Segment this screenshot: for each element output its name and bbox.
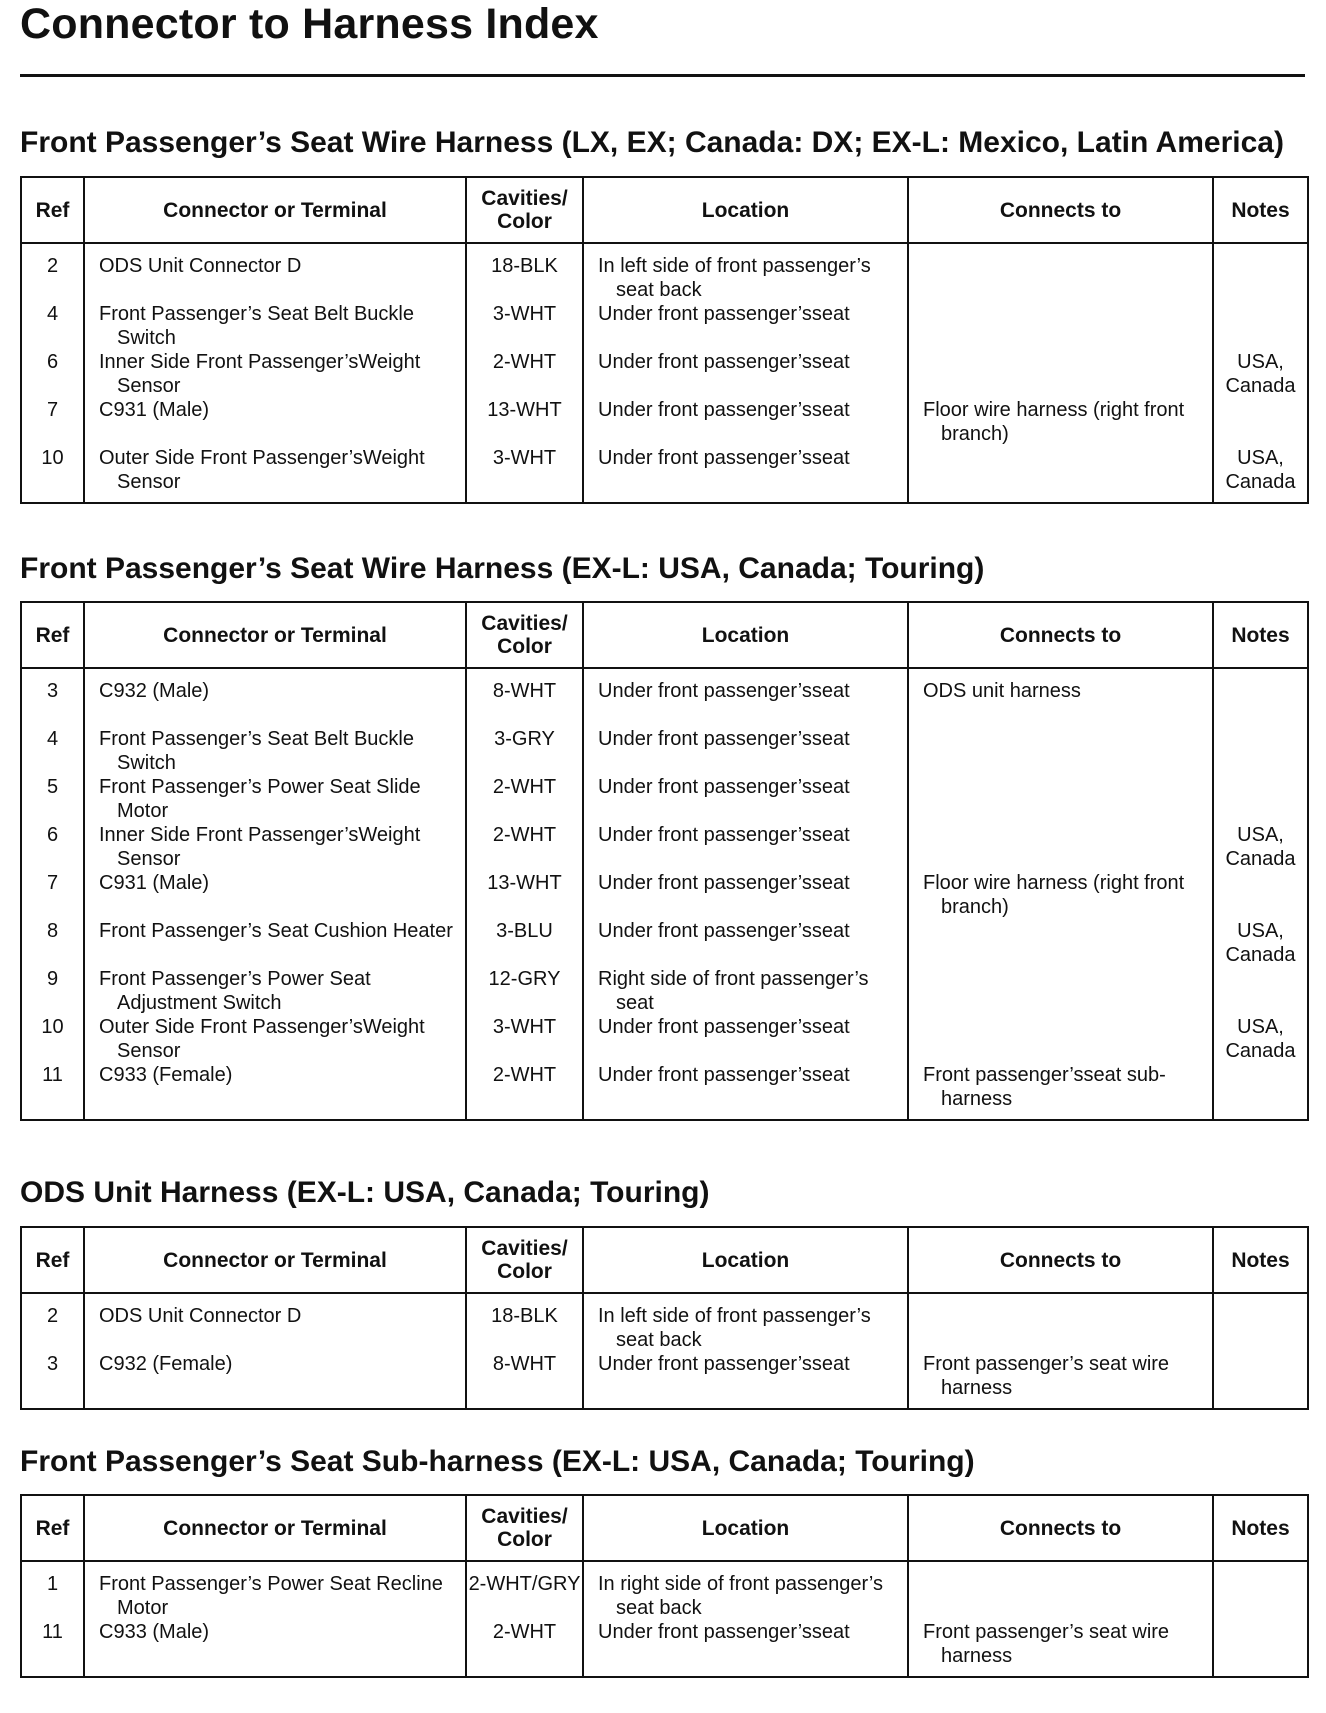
ref-cell [21,919,84,967]
harness-table [20,1226,1309,1410]
terminal-cell-text: Inner Side Front Passenger’sWeight Sensor [99,351,421,397]
terminal-cell [84,775,466,823]
terminal-cell [84,1293,466,1352]
location-cell [583,871,908,919]
table-row [21,1620,1308,1677]
cavities-cell-text: 3-GRY [494,728,555,750]
table-header-row [21,602,1308,668]
connects-to-cell-text [909,254,1212,302]
cavities-header-line1: Cavities/ [481,1505,568,1528]
cavities-cell-text: 2-WHT/GRY [468,1573,581,1595]
table-row [21,446,1308,503]
notes-cell [1213,446,1308,503]
terminal-cell-text: Outer Side Front Passenger’sWeight Sensor [99,1016,425,1062]
harness-table [20,176,1309,504]
location-column-header: Location [583,1227,908,1293]
cavities-cell [466,1015,583,1063]
location-cell [583,1352,908,1409]
connects-to-cell [908,1293,1213,1352]
notes-cell-text: USA, Canada [1225,824,1296,870]
terminal-cell-text: Front Passenger’s Power Seat Slide Motor [99,776,421,822]
notes-cell-text [1214,871,1307,919]
cavities-cell [466,727,583,775]
connects-column-header: Connects to [908,602,1213,668]
terminal-cell-text: C931 (Male) [99,872,210,894]
location-cell [583,919,908,967]
location-cell [583,1293,908,1352]
terminal-cell-text: C931 (Male) [99,399,210,421]
location-cell [583,1620,908,1677]
ref-column-header: Ref [21,1495,84,1561]
location-cell-text: Under front passenger’sseat [598,920,850,942]
ref-cell-text: 10 [41,447,64,469]
connects-to-cell [908,1015,1213,1063]
ref-cell-text: 2 [46,1305,59,1327]
cavities-cell [466,350,583,398]
connects-to-cell-text [909,727,1212,775]
terminal-cell-text: ODS Unit Connector D [99,255,302,277]
connects-to-cell [908,1620,1213,1677]
notes-cell-text [1214,1572,1307,1620]
connects-to-cell [908,446,1213,503]
terminal-cell [84,446,466,503]
terminal-cell [84,727,466,775]
terminal-cell [84,871,466,919]
ref-cell-text: 2 [46,255,59,277]
connects-to-cell-text [909,967,1212,1015]
notes-column-header: Notes [1213,177,1308,243]
location-cell-text: Under front passenger’sseat [598,776,850,798]
cavities-column-header [466,177,583,243]
connects-to-cell [908,1063,1213,1120]
cavities-cell-text: 3-WHT [492,447,557,469]
connects-to-cell [908,350,1213,398]
connects-to-cell-text: Front passenger’sseat sub-harness [923,1064,1166,1110]
notes-cell-text [1214,679,1307,727]
location-cell-text: Under front passenger’sseat [598,303,850,325]
location-cell-text: Under front passenger’sseat [598,1353,850,1375]
table-row [21,398,1308,446]
title-divider [20,74,1305,77]
terminal-cell-text: Front Passenger’s Seat Belt Buckle Switch [99,303,414,349]
location-cell [583,350,908,398]
notes-cell [1213,1063,1308,1120]
table-row [21,350,1308,398]
location-cell [583,727,908,775]
cavities-cell [466,1561,583,1620]
table-row [21,919,1308,967]
ref-cell [21,1352,84,1409]
terminal-cell-text: C933 (Male) [99,1621,210,1643]
ref-cell [21,398,84,446]
connects-to-cell-text [909,1304,1212,1352]
section-title: Front Passenger’s Seat Wire Harness (LX, EX; Canada: DX; EX-L: Mexico, Latin America) [20,126,1284,159]
terminal-cell [84,398,466,446]
connects-to-cell-text [909,1015,1212,1063]
location-cell-text: In left side of front passenger’s seat back [598,1305,871,1351]
table-row [21,1561,1308,1620]
cavities-header-line1: Cavities/ [481,187,568,210]
connects-column-header: Connects to [908,177,1213,243]
ref-cell-text: 6 [46,824,59,846]
table-row [21,1293,1308,1352]
connects-to-cell [908,775,1213,823]
ref-cell-text: 6 [46,351,59,373]
ref-cell-text: 11 [42,1621,63,1643]
notes-cell-text [1214,1620,1307,1668]
notes-cell [1213,871,1308,919]
connects-to-cell [908,1561,1213,1620]
cavities-cell-text: 8-WHT [492,680,557,702]
cavities-cell [466,1352,583,1409]
connects-to-cell [908,967,1213,1015]
terminal-cell [84,1352,466,1409]
cavities-cell [466,668,583,727]
location-cell-text: Right side of front passenger’s seat [598,968,869,1014]
connects-to-cell [908,919,1213,967]
connects-to-cell [908,871,1213,919]
ref-cell-text: 3 [46,680,59,702]
connects-column-header: Connects to [908,1227,1213,1293]
cavities-cell [466,919,583,967]
connects-to-cell [908,727,1213,775]
terminal-cell-text: Front Passenger’s Power Seat Adjustment Switch [99,968,371,1014]
ref-cell-text: 4 [46,303,59,325]
notes-cell-text [1214,727,1307,775]
location-cell [583,446,908,503]
cavities-cell-text: 13-WHT [487,872,562,894]
location-cell [583,302,908,350]
notes-cell [1213,398,1308,446]
location-column-header: Location [583,177,908,243]
terminal-cell-text: Front Passenger’s Seat Belt Buckle Switch [99,728,414,774]
cavities-cell [466,1293,583,1352]
section-title: ODS Unit Harness (EX-L: USA, Canada; Touring) [20,1176,710,1209]
ref-cell-text: 3 [46,1353,59,1375]
ref-cell [21,302,84,350]
table-row [21,1352,1308,1409]
location-cell [583,775,908,823]
notes-cell [1213,823,1308,871]
location-cell-text: Under front passenger’sseat [598,399,850,421]
notes-cell [1213,775,1308,823]
cavities-cell-text: 3-BLU [496,920,553,942]
cavities-cell-text: 8-WHT [492,1353,557,1375]
cavities-cell-text: 2-WHT [492,776,557,798]
connects-to-cell-text [909,823,1212,871]
location-cell [583,823,908,871]
ref-cell-text: 7 [46,399,59,421]
connects-to-cell-text: Floor wire harness (right front branch) [923,872,1185,918]
table-row [21,823,1308,871]
ref-cell-text: 4 [46,728,59,750]
cavities-cell-text: 2-WHT [492,351,557,373]
ref-cell-text: 8 [46,920,59,942]
connects-to-cell [908,1352,1213,1409]
table-row [21,775,1308,823]
location-cell-text: Under front passenger’sseat [598,1064,850,1086]
terminal-cell [84,967,466,1015]
cavities-cell [466,243,583,302]
terminal-cell [84,823,466,871]
cavities-cell-text: 2-WHT [492,824,557,846]
cavities-cell [466,871,583,919]
connects-to-cell [908,668,1213,727]
terminal-cell [84,668,466,727]
table-row [21,727,1308,775]
notes-cell [1213,668,1308,727]
location-cell-text: Under front passenger’sseat [598,728,850,750]
cavities-cell-text: 12-GRY [488,968,561,990]
terminal-column-header: Connector or Terminal [84,177,466,243]
notes-cell [1213,967,1308,1015]
terminal-cell-text: Inner Side Front Passenger’sWeight Sensor [99,824,421,870]
cavities-column-header [466,1227,583,1293]
ref-cell-text: 11 [42,1064,63,1086]
notes-cell-text [1214,775,1307,823]
ref-cell [21,823,84,871]
terminal-cell-text: C932 (Male) [99,680,210,702]
cavities-header-line1: Cavities/ [481,1237,568,1260]
notes-cell-text [1214,1304,1307,1352]
cavities-cell-text: 2-WHT [492,1064,557,1086]
terminal-cell [84,243,466,302]
location-cell-text: Under front passenger’sseat [598,1016,850,1038]
notes-cell [1213,1293,1308,1352]
location-cell [583,398,908,446]
connects-to-cell [908,302,1213,350]
cavities-cell-text: 3-WHT [492,303,557,325]
ref-column-header: Ref [21,602,84,668]
table-row [21,967,1308,1015]
notes-column-header: Notes [1213,1495,1308,1561]
ref-cell [21,775,84,823]
connects-to-cell [908,823,1213,871]
cavities-cell [466,398,583,446]
cavities-cell [466,1063,583,1120]
location-column-header: Location [583,1495,908,1561]
location-cell-text: In left side of front passenger’s seat back [598,255,871,301]
ref-cell [21,1015,84,1063]
table-row [21,871,1308,919]
location-cell [583,1561,908,1620]
location-cell [583,1015,908,1063]
notes-cell-text: USA, Canada [1225,447,1296,493]
cavities-cell-text: 13-WHT [487,399,562,421]
notes-cell [1213,1561,1308,1620]
terminal-cell [84,350,466,398]
cavities-cell-text: 18-BLK [491,255,558,277]
connects-to-cell-text [909,775,1212,823]
notes-cell-text [1214,398,1307,446]
location-cell-text: Under front passenger’sseat [598,351,850,373]
cavities-cell [466,302,583,350]
location-cell-text: Under front passenger’sseat [598,447,850,469]
ref-cell [21,871,84,919]
section-title: Front Passenger’s Seat Wire Harness (EX-L: USA, Canada; Touring) [20,552,985,585]
connects-to-cell-text: Floor wire harness (right front branch) [923,399,1185,445]
notes-cell-text [1214,967,1307,1015]
terminal-cell [84,1063,466,1120]
connects-to-cell-text [909,302,1212,350]
table-header-row [21,1495,1308,1561]
connects-to-cell-text: Front passenger’s seat wire harness [923,1353,1170,1399]
terminal-cell-text: C932 (Female) [99,1353,233,1375]
cavities-header-line2: Color [497,1260,552,1283]
cavities-cell [466,823,583,871]
terminal-cell [84,1620,466,1677]
ref-cell [21,243,84,302]
ref-cell [21,967,84,1015]
ref-cell [21,668,84,727]
terminal-cell [84,1561,466,1620]
terminal-column-header: Connector or Terminal [84,1495,466,1561]
cavities-cell [466,775,583,823]
notes-cell [1213,1352,1308,1409]
notes-cell [1213,243,1308,302]
ref-cell-text: 1 [46,1573,59,1595]
table-header-row [21,177,1308,243]
cavities-column-header [466,1495,583,1561]
table-row [21,1063,1308,1120]
ref-cell-text: 5 [46,776,59,798]
connects-column-header: Connects to [908,1495,1213,1561]
ref-cell-text: 9 [46,968,59,990]
location-cell-text: Under front passenger’sseat [598,872,850,894]
connects-to-cell-text [909,446,1212,494]
terminal-cell [84,1015,466,1063]
terminal-cell-text: Front Passenger’s Power Seat Recline Motor [99,1573,443,1619]
connects-to-cell-text: Front passenger’s seat wire harness [923,1621,1170,1667]
location-cell-text: Under front passenger’sseat [598,1621,850,1643]
notes-cell [1213,727,1308,775]
ref-cell-text: 7 [46,872,59,894]
cavities-header-line2: Color [497,1528,552,1551]
connects-to-cell [908,243,1213,302]
connects-to-cell [908,398,1213,446]
table-row [21,302,1308,350]
ref-cell [21,1293,84,1352]
notes-column-header: Notes [1213,602,1308,668]
notes-cell-text: USA, Canada [1225,920,1296,966]
ref-cell-text: 10 [41,1016,64,1038]
location-cell-text: Under front passenger’sseat [598,680,850,702]
notes-cell-text [1214,1063,1307,1111]
location-cell-text: Under front passenger’sseat [598,824,850,846]
notes-cell [1213,1620,1308,1677]
notes-cell [1213,350,1308,398]
terminal-cell [84,302,466,350]
connects-to-cell-text: ODS unit harness [923,680,1081,702]
table-row [21,243,1308,302]
harness-table [20,1494,1309,1678]
terminal-cell-text: Front Passenger’s Seat Cushion Heater [99,920,453,942]
ref-cell [21,1620,84,1677]
cavities-cell-text: 3-WHT [492,1016,557,1038]
table-header-row [21,1227,1308,1293]
location-cell [583,668,908,727]
connects-to-cell-text [909,350,1212,398]
table-row [21,668,1308,727]
ref-cell [21,727,84,775]
notes-cell-text: USA, Canada [1225,351,1296,397]
notes-cell [1213,1015,1308,1063]
ref-column-header: Ref [21,1227,84,1293]
cavities-cell [466,1620,583,1677]
notes-column-header: Notes [1213,1227,1308,1293]
cavities-header-line2: Color [497,635,552,658]
cavities-header-line2: Color [497,210,552,233]
cavities-column-header [466,602,583,668]
section-title: Front Passenger’s Seat Sub-harness (EX-L: USA, Canada; Touring) [20,1445,975,1478]
location-cell [583,243,908,302]
harness-table [20,601,1309,1121]
location-column-header: Location [583,602,908,668]
connects-to-cell-text [909,919,1212,967]
notes-cell [1213,919,1308,967]
notes-cell-text [1214,302,1307,350]
terminal-cell [84,919,466,967]
location-cell [583,967,908,1015]
table-row [21,1015,1308,1063]
cavities-header-line1: Cavities/ [481,612,568,635]
notes-cell-text [1214,254,1307,302]
ref-cell [21,350,84,398]
ref-cell [21,1561,84,1620]
terminal-cell-text: C933 (Female) [99,1064,233,1086]
notes-cell [1213,302,1308,350]
terminal-cell-text: ODS Unit Connector D [99,1305,302,1327]
ref-cell [21,1063,84,1120]
cavities-cell [466,446,583,503]
notes-cell-text: USA, Canada [1225,1016,1296,1062]
connects-to-cell-text [909,1572,1212,1620]
terminal-column-header: Connector or Terminal [84,1227,466,1293]
terminal-column-header: Connector or Terminal [84,602,466,668]
location-cell [583,1063,908,1120]
location-cell-text: In right side of front passenger’s seat back [598,1573,883,1619]
ref-column-header: Ref [21,177,84,243]
notes-cell-text [1214,1352,1307,1400]
terminal-cell-text: Outer Side Front Passenger’sWeight Sensor [99,447,425,493]
cavities-cell-text: 18-BLK [491,1305,558,1327]
cavities-cell-text: 2-WHT [492,1621,557,1643]
ref-cell [21,446,84,503]
cavities-cell [466,967,583,1015]
page-title: Connector to Harness Index [20,0,599,48]
